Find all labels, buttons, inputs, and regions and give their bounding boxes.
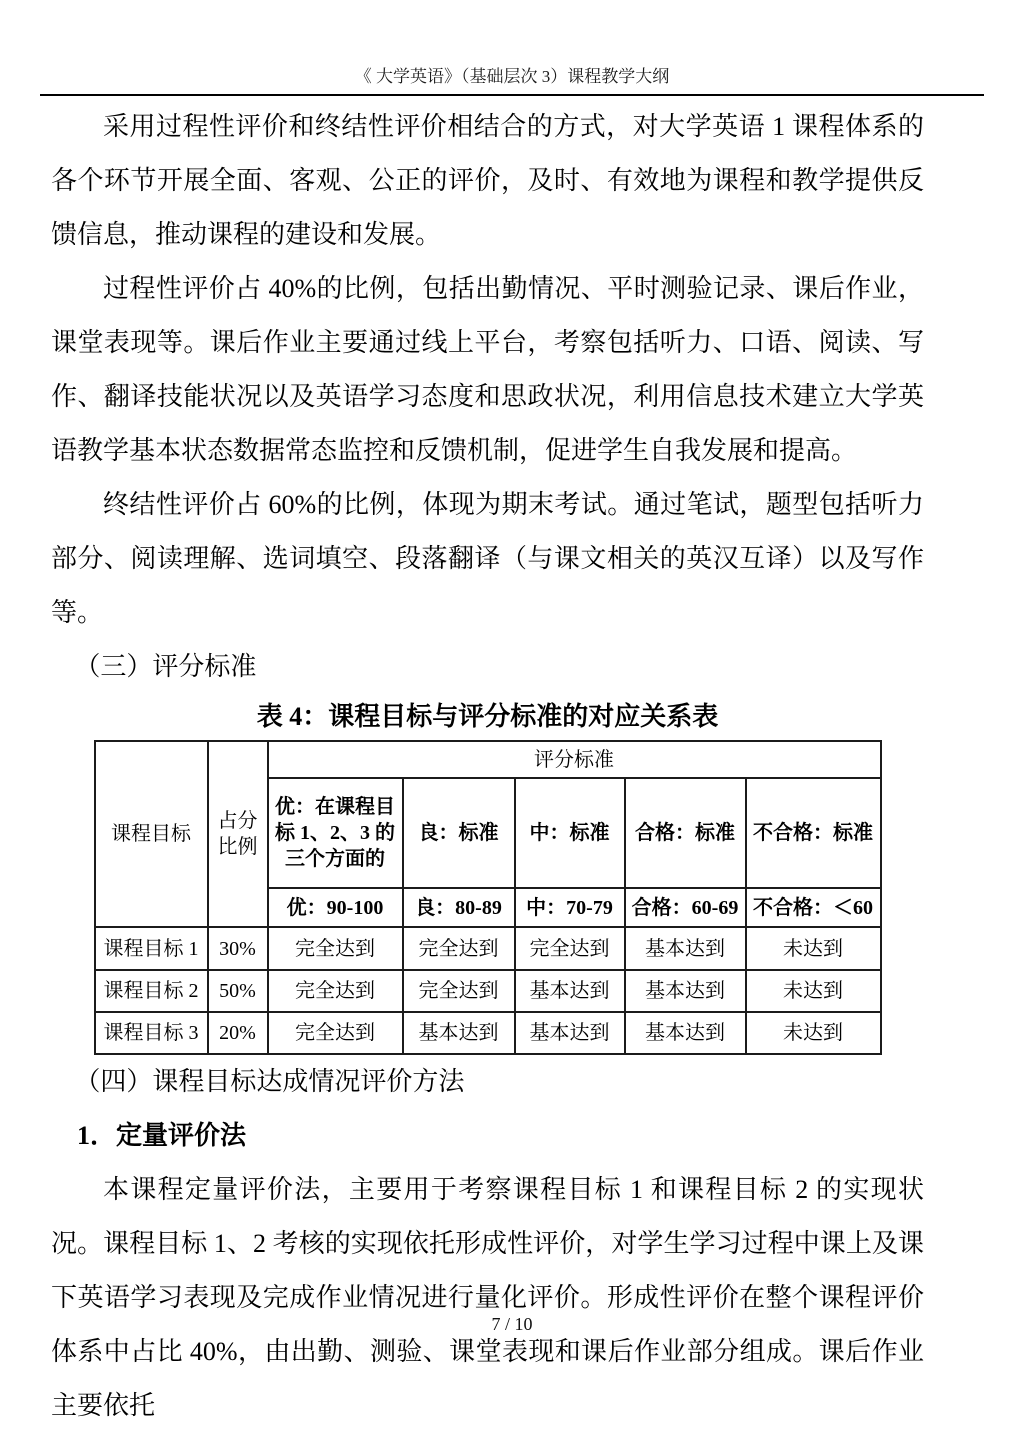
cell-achievement: 完全达到 xyxy=(268,970,403,1012)
header-cell-range-good: 良：80-89 xyxy=(403,888,515,927)
cell-goal-name: 课程目标 2 xyxy=(95,970,208,1012)
header-cell-course-goal: 课程目标 xyxy=(95,741,208,927)
cell-achievement: 基本达到 xyxy=(625,970,746,1012)
header-cell-weight: 占分比例 xyxy=(208,741,268,927)
header-cell-level-excellent: 优：在课程目标 1、2、3 的三个方面的 xyxy=(268,778,403,888)
paragraph-process-evaluation: 过程性评价占 40%的比例，包括出勤情况、平时测验记录、课后作业，课堂表现等。课后作业主要通过线上平台，考察包括听力、口语、阅读、写作、翻译技能状况以及英语学习态度和思政状况，利用信息技术建立大学英语教学基本状态数据常态监控和反馈机制，促进学生自我发展和提高。 xyxy=(51,274,924,465)
running-header xyxy=(40,67,984,96)
header-cell-level-fail: 不合格：标准 xyxy=(746,778,881,888)
document-body xyxy=(51,100,924,1433)
header-cell-range-fail: 不合格：＜60 xyxy=(746,888,881,927)
paragraph-final-evaluation: 终结性评价占 60%的比例，体现为期末考试。通过笔试，题型包括听力部分、阅读理解、选词填空、段落翻译（与课文相关的英汉互译）以及写作等。 xyxy=(51,490,924,627)
cell-goal-weight: 20% xyxy=(208,1012,268,1054)
table-row-goal-2 xyxy=(95,970,881,1012)
page-footer xyxy=(0,1313,1024,1335)
table-row-goal-3 xyxy=(95,1012,881,1054)
paragraph-quantitative-method: 本课程定量评价法，主要用于考察课程目标 1 和课程目标 2 的实现状况。课程目标 1、2 考核的实现依托形成性评价，对学生学习过程中课上及课下英语学习表现及完成作业情况进行量化评价。形成性评价在整个课程评价体系中占比 40%，由出勤、测验、课堂表现和课后作业部分组成。课后作业主要依托 xyxy=(51,1175,924,1420)
cell-achievement: 基本达到 xyxy=(625,1012,746,1054)
cell-achievement: 未达到 xyxy=(746,1012,881,1054)
cell-achievement: 完全达到 xyxy=(403,927,515,970)
section-heading-3: （三）评分标准 xyxy=(74,652,257,681)
cell-goal-weight: 50% xyxy=(208,970,268,1012)
cell-achievement: 完全达到 xyxy=(515,927,625,970)
page-number: 7 / 10 xyxy=(491,1314,533,1334)
cell-achievement: 基本达到 xyxy=(625,927,746,970)
cell-achievement: 完全达到 xyxy=(268,927,403,970)
cell-achievement: 完全达到 xyxy=(403,970,515,1012)
header-cell-level-pass: 合格：标准 xyxy=(625,778,746,888)
paragraph-evaluation-overview: 采用过程性评价和终结性评价相结合的方式，对大学英语 1 课程体系的各个环节开展全面、客观、公正的评价，及时、有效地为课程和教学提供反馈信息，推动课程的建设和发展。 xyxy=(51,112,924,249)
header-cell-criteria: 评分标准 xyxy=(268,741,881,778)
table-caption: 表 4：课程目标与评分标准的对应关系表 xyxy=(256,702,719,731)
cell-achievement: 基本达到 xyxy=(403,1012,515,1054)
document-title: 《 大学英语》（基础层次 3）课程教学大纲 xyxy=(354,67,670,86)
cell-achievement: 完全达到 xyxy=(268,1012,403,1054)
cell-goal-weight: 30% xyxy=(208,927,268,970)
cell-achievement: 基本达到 xyxy=(515,1012,625,1054)
table-row-goal-1 xyxy=(95,927,881,970)
header-cell-range-pass: 合格：60-69 xyxy=(625,888,746,927)
header-cell-range-medium: 中：70-79 xyxy=(515,888,625,927)
cell-achievement: 基本达到 xyxy=(515,970,625,1012)
numbered-heading-quantitative: 1．定量评价法 xyxy=(77,1121,247,1150)
cell-goal-name: 课程目标 3 xyxy=(95,1012,208,1054)
grading-criteria-table xyxy=(94,740,882,1055)
cell-goal-name: 课程目标 1 xyxy=(95,927,208,970)
header-cell-level-medium: 中：标准 xyxy=(515,778,625,888)
header-cell-level-good: 良：标准 xyxy=(403,778,515,888)
table-header-row-1 xyxy=(95,741,881,778)
cell-achievement: 未达到 xyxy=(746,927,881,970)
header-cell-range-excellent: 优：90-100 xyxy=(268,888,403,927)
cell-achievement: 未达到 xyxy=(746,970,881,1012)
section-heading-4: （四）课程目标达成情况评价方法 xyxy=(74,1067,465,1096)
